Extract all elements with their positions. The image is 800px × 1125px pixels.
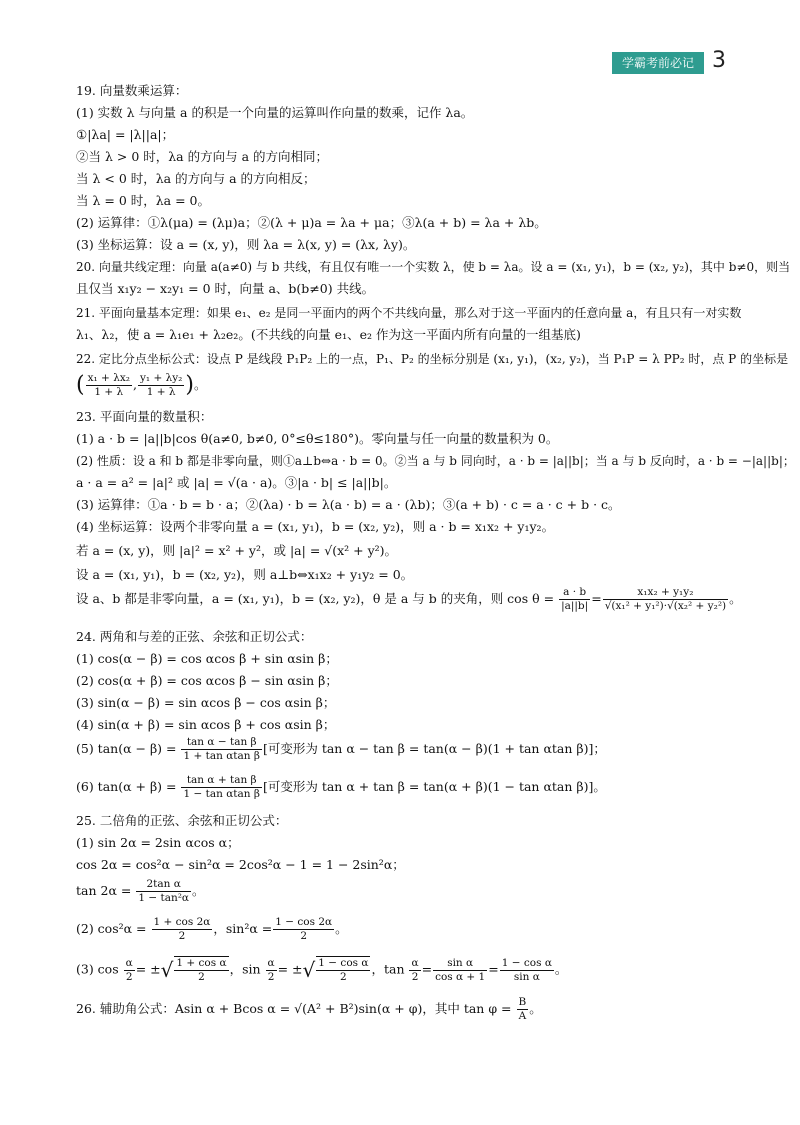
- line-23-2a: (2) 性质：设 a 和 b 都是非零向量，则①a⊥b⇔a · b = 0。②当 a 与 b 同向时，a · b = |a||b|；当 a 与 b 反向时，a · b = −|a||b|；: [76, 454, 795, 468]
- line-22a: 22. 定比分点坐标公式：设点 P 是线段 P₁P₂ 上的一点，P₁、P₂ 的坐标分别是 (x₁, y₁)，(x₂, y₂)，当 P₁P = λ PP₂ 时，点 P 的坐标是: [76, 352, 789, 366]
- text: = ±: [277, 961, 303, 977]
- numerator: 1 − cos α: [318, 957, 369, 969]
- line-23-7: [76, 586, 742, 613]
- text: (5) tan(α − β) =: [76, 741, 177, 756]
- radical-sign: √: [160, 958, 174, 982]
- numerator: 1 + cos 2α: [153, 916, 211, 928]
- line-25-3: [76, 878, 205, 905]
- equals: =: [591, 591, 602, 606]
- punct: 。: [192, 883, 205, 898]
- text: (2) cos²α =: [76, 921, 147, 936]
- line-23-4: (4) 坐标运算：设两个非零向量 a = (x₁, y₁)，b = (x₂, y₂)，则 a · b = x₁x₂ + y₁y₂。: [76, 519, 555, 534]
- numerator: 1 − cos 2α: [275, 916, 333, 928]
- line-23-3: (3) 运算律：①a · b = b · a；②(λa) · b = λ(a · b) = a · (λb)；③(a + b) · c = a · c + b · c。: [76, 497, 621, 512]
- fraction: [266, 957, 277, 984]
- text: = ±: [135, 961, 161, 977]
- numerator: tan α + tan β: [181, 774, 261, 788]
- denominator: 2: [340, 971, 347, 983]
- denominator: 2: [198, 971, 205, 983]
- text: tan 2α =: [76, 883, 132, 898]
- line-23-1: (1) a · b = |a||b|cos θ(a≠0, b≠0, 0°≤θ≤180°)。零向量与任一向量的数量积为 0。: [76, 431, 559, 446]
- denominator: 1 + λ: [94, 386, 124, 398]
- numerator: tan α − tan β: [181, 736, 261, 750]
- paren-open: (: [76, 372, 85, 398]
- fraction: [409, 957, 420, 984]
- line-25-title: 25. 二倍角的正弦、余弦和正切公式：: [76, 813, 288, 828]
- fraction: [433, 957, 487, 984]
- line-19-title: 19. 向量数乘运算：: [76, 83, 188, 98]
- line-19-2: (2) 运算律：①λ(μa) = (λμ)a；②(λ + μ)a = λa + μa；③λ(a + b) = λa + λb。: [76, 215, 547, 230]
- line-24-6: [76, 774, 606, 801]
- denominator: 1 + tan αtan β: [183, 750, 260, 762]
- fraction: [603, 586, 728, 613]
- numerator: x₁x₂ + y₁y₂: [603, 586, 728, 600]
- line-24-2: (2) cos(α + β) = cos αcos β − sin αsin β；: [76, 673, 338, 688]
- numerator: 1 − cos α: [501, 956, 552, 969]
- line-19-1d: 当 λ = 0 时，λa = 0。: [76, 193, 210, 208]
- numerator: sin α: [433, 957, 487, 971]
- line-25-4: [76, 916, 348, 943]
- line-25-2: cos 2α = cos²α − sin²α = 2cos²α − 1 = 1 − 2sin²α；: [76, 857, 405, 872]
- denominator: cos α + 1: [435, 970, 486, 983]
- header-tag-text: 学霸考前必记: [621, 56, 694, 70]
- fraction: [316, 956, 370, 984]
- numerator: 1 + cos α: [176, 957, 227, 969]
- punct: 。: [335, 921, 348, 936]
- equals: =: [421, 961, 433, 977]
- numerator: 2tan α: [136, 878, 191, 892]
- line-24-4: (4) sin(α + β) = sin αcos β + cos αsin β；: [76, 717, 336, 732]
- radical-sign: √: [302, 958, 316, 982]
- denominator: 2: [178, 930, 186, 942]
- fraction: [559, 586, 590, 613]
- line-22b: ( $\frac{\text{x₁ + λx₂}}{1 + \lambda}$ , $\frac{\text{y₁ + λy₂}}{1 + \lambda}$ )。: [76, 372, 207, 398]
- numerator: y₁ + λy₂: [139, 372, 183, 384]
- fraction: [500, 957, 554, 984]
- denominator: |a||b|: [561, 600, 589, 612]
- line-21b: λ₁、λ₂，使 a = λ₁e₁ + λ₂e₂。(不共线的向量 e₁、e₂ 作为这一平面内所有向量的一组基底): [76, 327, 581, 342]
- page-number: 3: [712, 48, 726, 73]
- line-25-1: (1) sin 2α = 2sin αcos α；: [76, 835, 240, 850]
- text: ，sin²α =: [213, 921, 273, 936]
- line-24-5: [76, 736, 606, 763]
- line-23-title: 23. 平面向量的数量积：: [76, 409, 213, 424]
- numerator: x₁ + λx₂: [87, 372, 130, 384]
- fraction: [152, 916, 213, 943]
- numerator: α: [267, 956, 275, 969]
- line-26: [76, 996, 542, 1023]
- line-19-1c: 当 λ < 0 时，λa 的方向与 a 的方向相反；: [76, 171, 316, 186]
- text: ，tan: [371, 961, 405, 977]
- numerator: B: [518, 996, 527, 1008]
- line-19-1b: ②当 λ > 0 时，λa 的方向与 a 的方向相同；: [76, 149, 328, 164]
- text: (6) tan(α + β) =: [76, 779, 177, 794]
- line-23-6: 设 a = (x₁, y₁)，b = (x₂, y₂)，则 a⊥b⇔x₁x₂ + y₁y₂ = 0。: [76, 567, 414, 582]
- fraction: [124, 957, 135, 984]
- punct: 。: [193, 377, 207, 392]
- numerator: α: [411, 956, 419, 969]
- punct: 。: [529, 1001, 542, 1016]
- fraction: [181, 736, 261, 763]
- text: [可变形为 tan α + tan β = tan(α + β)(1 − tan αtan β)]。: [262, 779, 606, 794]
- fraction: [136, 878, 191, 905]
- punct: 。: [729, 591, 742, 606]
- denominator: 2: [300, 930, 308, 942]
- denominator: 2: [411, 970, 419, 983]
- fraction: [517, 996, 529, 1023]
- punct: 。: [554, 961, 568, 977]
- fraction: [138, 372, 184, 399]
- header-tag: [612, 52, 704, 74]
- fraction: [86, 372, 132, 399]
- fraction: [273, 916, 334, 943]
- line-25-5: [76, 956, 567, 984]
- denominator: A: [518, 1010, 527, 1022]
- fraction: [174, 956, 228, 984]
- line-20b: 且仅当 x₁y₂ − x₂y₁ = 0 时，向量 a、b(b≠0) 共线。: [76, 281, 375, 296]
- denominator: 1 − tan αtan β: [183, 788, 260, 800]
- equals: =: [488, 961, 499, 977]
- line-24-title: 24. 两角和与差的正弦、余弦和正切公式：: [76, 629, 313, 644]
- text: [可变形为 tan α − tan β = tan(α − β)(1 + tan αtan β)]；: [262, 741, 606, 756]
- numerator: α: [125, 956, 133, 969]
- text: (3) cos: [76, 961, 119, 977]
- text: 26. 辅助角公式：Asin α + Bcos α = √(A² + B²)sin(α + φ)，其中 tan φ =: [76, 1001, 512, 1016]
- line-19-1a: ①|λa| = |λ||a|；: [76, 127, 175, 142]
- text: 设 a、b 都是非零向量，a = (x₁, y₁)，b = (x₂, y₂)，θ 是 a 与 b 的夹角，则 cos θ =: [76, 591, 555, 606]
- denominator: 2: [125, 970, 133, 983]
- line-20a: 20. 向量共线定理：向量 a(a≠0) 与 b 共线，有且仅有唯一一个实数 λ，使 b = λa。设 a = (x₁, y₁)，b = (x₂, y₂)，其中 b≠0，则当: [76, 260, 791, 274]
- line-19-1: (1) 实数 λ 与向量 a 的积是一个向量的运算叫作向量的数乘，记作 λa。: [76, 105, 474, 120]
- line-23-2b: a · a = a² = |a|² 或 |a| = √(a · a)。③|a · b| ≤ |a||b|。: [76, 475, 397, 490]
- denominator: 2: [267, 970, 275, 983]
- line-24-1: (1) cos(α − β) = cos αcos β + sin αsin β；: [76, 651, 338, 666]
- line-23-5: 若 a = (x, y)，则 |a|² = x² + y²，或 |a| = √(x² + y²)。: [76, 543, 398, 558]
- line-21a: 21. 平面向量基本定理：如果 e₁、e₂ 是同一平面内的两个不共线向量，那么对于这一平面内的任意向量 a，有且只有一对实数: [76, 306, 742, 320]
- denominator: sin α: [513, 970, 540, 983]
- line-19-3: (3) 坐标运算：设 a = (x, y)，则 λa = λ(x, y) = (λx, λy)。: [76, 237, 416, 252]
- numerator: a · b: [559, 586, 590, 600]
- line-24-3: (3) sin(α − β) = sin αcos β − cos αsin β；: [76, 695, 336, 710]
- text: ，sin: [229, 961, 261, 977]
- denominator: √(x₁² + y₁²)·√(x₂² + y₂²): [604, 600, 727, 612]
- fraction: [181, 774, 261, 801]
- paren-close: ): [185, 372, 194, 398]
- denominator: 1 − tan²α: [138, 892, 190, 904]
- denominator: 1 + λ: [146, 386, 176, 398]
